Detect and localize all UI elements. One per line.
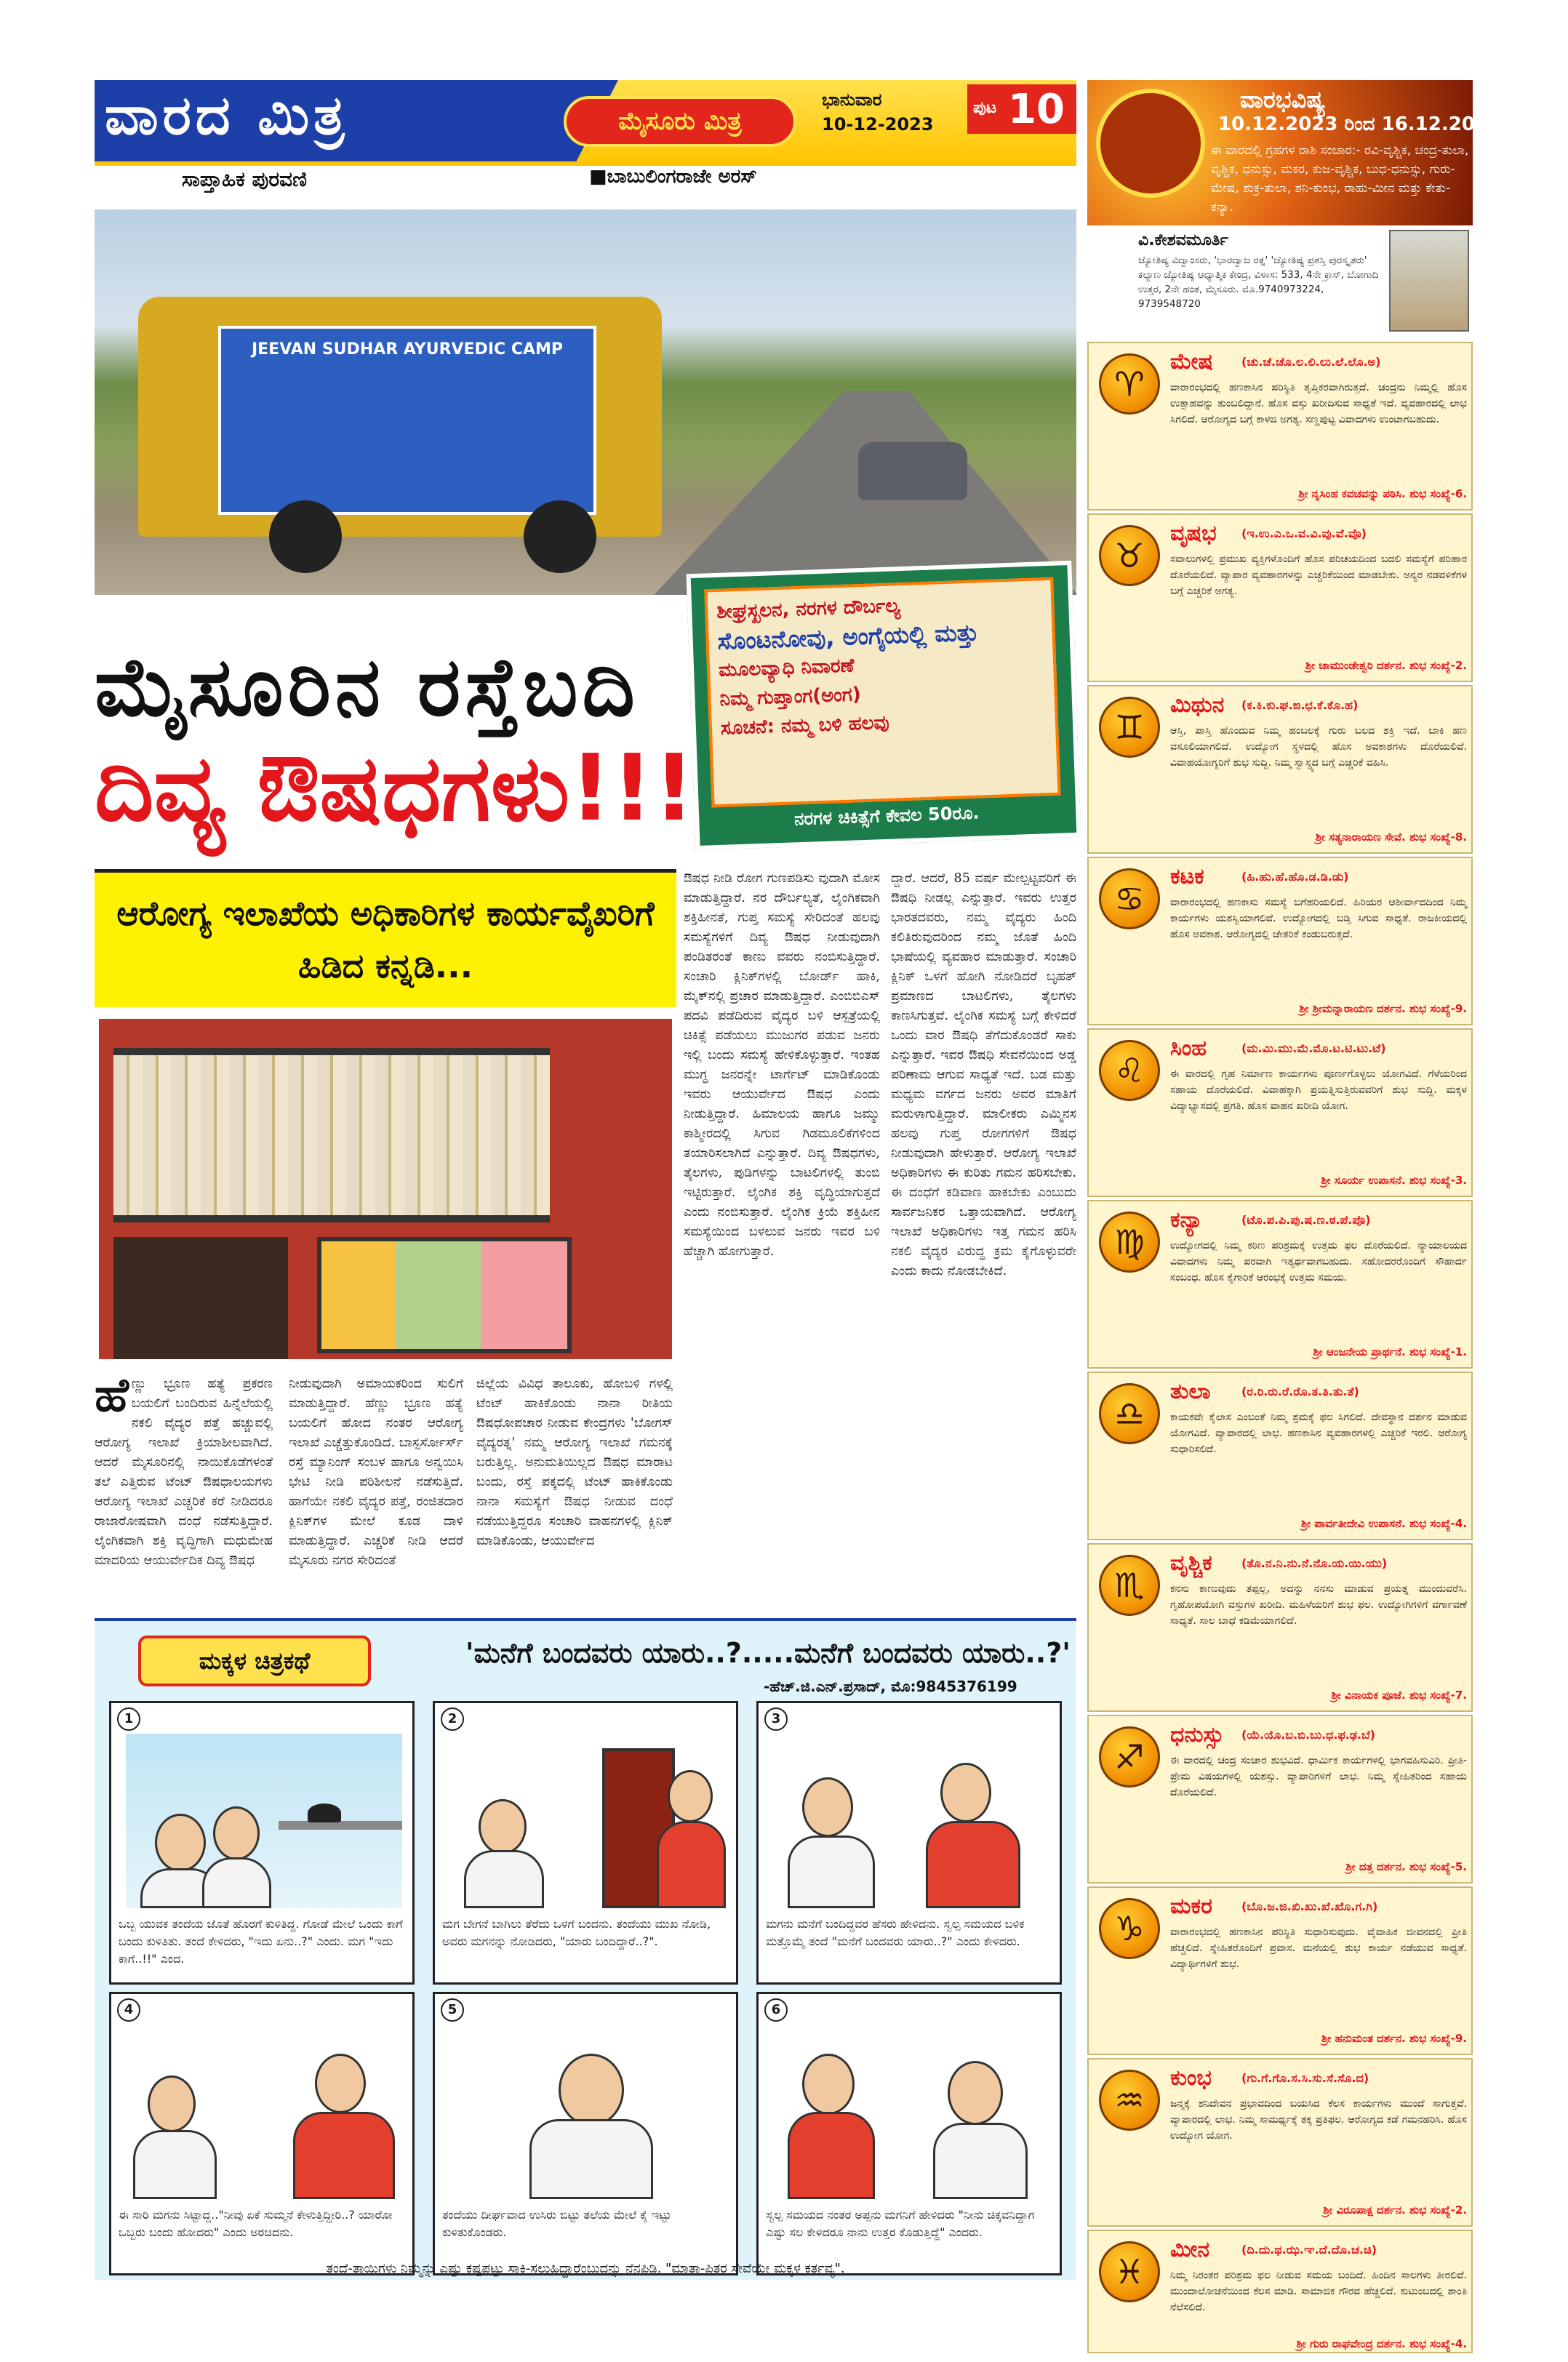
sign-prediction: ವಾರಾರಂಭದಲ್ಲಿ ಹಣಕಾಸಿನ ಪರಿಸ್ಥಿತಿ ತೃಪ್ತಿಕರವಾಗಿರುತ್ತದೆ. ಚಂದ್ರನು ನಿಮ್ಮಲ್ಲಿ ಹೊಸ ಉತ್ಸಾಹವನ್ನು ತುಂಬಲಿದ್ದಾನೆ. ಹೊಸ ವಸ್ತು ಖರೀದಿಸುವ ಸಾಧ್ಯತೆ ಇದೆ. ವ್ಯವಹಾರದಲ್ಲಿ ಲಾಭ ಸಿಗಲಿದೆ. ಆರೋಗ್ಯದ ಬಗ್ಗೆ ಕಾಳಜಿ ಅಗತ್ಯ. ಸಣ್ಣಪುಟ್ಟ ವಿವಾದಗಳು ಉಂಟಾಗಬಹುದು. xyxy=(1170,382,1467,425)
subheadline: ಆರೋಗ್ಯ ಇಲಾಖೆಯ ಅಧಿಕಾರಿಗಳ ಕಾರ್ಯವೈಖರಿಗೆ ಹಿಡಿದ ಕನ್ನಡಿ... xyxy=(95,869,676,1007)
edition-badge: ಮೈಸೂರು ಮಿತ್ರ xyxy=(564,96,796,147)
father-head xyxy=(948,2061,1003,2125)
sign-remedy: ಶ್ರೀ ಸೂರ್ಯ ಉಪಾಸನೆ. ಶುಭ ಸಂಖ್ಯೆ-3. xyxy=(1321,1174,1467,1187)
planet-transits: ಈ ವಾರದಲ್ಲಿ ಗ್ರಹಗಳ ರಾಶಿ ಸಂಚಾರ:- ರವಿ-ವೃಶ್ಚಿಕ, ಚಂದ್ರ-ತುಲಾ, ವೃಶ್ಚಿಕ, ಧನುಸ್ಸು, ಮಕರ, ಕುಜ-ವೃಶ್ಚಿಕ, ಬುಧ-ಧನುಸ್ಸು, ಗುರು-ಮೇಷ, ಶುಕ್ರ-ತುಲಾ, ಶನಿ-ಕುಂಭ, ರಾಹು-ಮೀನ ಮತ್ತು ಕೇತು-ಕನ್ಯಾ. xyxy=(1211,143,1469,215)
capricorn-icon: ♑ xyxy=(1099,1898,1160,1959)
sign-name: ಮಿಥುನ xyxy=(1170,692,1225,718)
zodiac-entry-libra xyxy=(1087,1372,1473,1540)
page-number: 10 xyxy=(1008,86,1065,133)
signboard-photo xyxy=(687,561,1081,850)
signboard-line: ಮೂಲವ್ಯಾಧಿ ನಿವಾರಣೆ xyxy=(718,654,855,681)
zodiac-entry-scorpio xyxy=(1087,1543,1473,1712)
son-body xyxy=(657,1821,726,1908)
sign-name: ಕುಂಭ xyxy=(1170,2065,1212,2091)
sign-name: ವೃಶ್ಚಿಕ xyxy=(1170,1550,1212,1576)
masthead xyxy=(95,80,1076,204)
article-column-3: ಜಿಲ್ಲೆಯ ವಿವಿಧ ತಾಲೂಕು, ಹೋಬಳಿ ಗಳಲ್ಲಿ ಟೆಂಟ್ ಹಾಕಿಕೊಂಡು ನಾನಾ ರೀತಿಯ ಔಷಧೋಪಚಾರ ನೀಡುವ ಕೇಂದ್ರಗಳು 'ಬೋಗಸ್ ವೈದ್ಯರತ್ನ' ನಮ್ಮ ಆರೋಗ್ಯ ಇಲಾಖೆ ಗಮನಕ್ಕೆ ಬರುತ್ತಿಲ್ಲ. ಅನುಮತಿಯಿಲ್ಲದ ಔಷಧ ಮಾರಾಟ ಬಂದು, ರಸ್ತೆ ಪಕ್ಕದಲ್ಲಿ ಟೆಂಟ್ ಹಾಕಿಕೊಂಡು ನಾನಾ ಸಮಸ್ಯೆಗೆ ಔಷಧ ನೀಡುವ ದಂಧೆ ನಡೆಯುತ್ತಿದ್ದರೂ ಸಂಚಾರಿ ವಾಹನಗಳಲ್ಲಿ ಕ್ಲಿನಿಕ್ ಮಾಡಿಕೊಂಡು, ಆಯುರ್ವೇದ xyxy=(476,1377,673,1548)
sign-prediction: ಉದ್ಯೋಗದಲ್ಲಿ ನಿಮ್ಮ ಕಠಿಣ ಪರಿಶ್ರಮಕ್ಕೆ ಉತ್ತಮ ಫಲ ದೊರೆಯಲಿದೆ. ನ್ಯಾಯಾಲಯದ ವಿವಾದಗಳು ನಿಮ್ಮ ಪರವಾಗಿ ಇತ್ಯರ್ಥವಾಗಬಹುದು. ಸಹೋದರರೊಂದಿಗೆ ಸೌಹಾರ್ದ ಸಂಬಂಧ. ಹೊಸ ಕೈಗಾರಿಕೆ ಆರಂಭಕ್ಕೆ ಉತ್ತಮ ಸಮಯ. xyxy=(1170,1240,1467,1284)
issue-day: ಭಾನುವಾರ xyxy=(822,89,882,110)
panel-caption: ಈ ಸಾರಿ ಮಗನು ಸಿಟ್ಟಾದ್ದ.."ನೀವು ಏಕೆ ಸುಮ್ಮನೆ ಕೇಳುತ್ತಿದ್ದೀರಿ..? ಯಾರೋ ಒಬ್ಬರು ಬಂದು ಹೋದರು" ಎಂದು ಅರಚಿದನು. xyxy=(119,2208,393,2239)
sign-name: ಸಿಂಹ xyxy=(1170,1036,1207,1061)
sign-letters: (ಗು.ಗೆ.ಗೊ.ಸ.ಸಿ.ಸು.ಸೆ.ಸೊ.ದ) xyxy=(1241,2071,1369,2085)
article-column-1 xyxy=(95,1374,273,1614)
panel-illustration xyxy=(126,1734,402,1908)
van-banner-title: JEEVAN SUDHAR AYURVEDIC CAMP xyxy=(251,340,564,359)
comic-moral: ತಂದೆ-ತಾಯಿಗಳು ನಿಮ್ಮನ್ನು ಎಷ್ಟು ಕಷ್ಟಪಟ್ಟು ಸಾಕಿ-ಸಲುಹಿದ್ದಾರೆಂಬುದನ್ನು ನೆನಪಿಡಿ. "ಮಾತಾ-ಪಿತರ ಸೇವೆಯೇ ಮಕ್ಕಳ ಕರ್ತವ್ಯ". xyxy=(326,2261,845,2276)
father-body xyxy=(464,1850,544,1908)
headline-line-1: ಮೈಸೂರಿನ ರಸ್ತೆಬದಿ xyxy=(95,640,639,734)
drop-cap: ಹೆ xyxy=(95,1374,129,1422)
son-body xyxy=(202,1857,271,1908)
page-number-tag xyxy=(967,84,1076,134)
son-body xyxy=(293,2112,395,2199)
crow-icon xyxy=(308,1803,341,1822)
comic-panel xyxy=(433,1701,738,1985)
sign-letters: (ಚು.ಚೆ.ಚೊ.ಲ.ಲಿ.ಲು.ಲೆ.ಲೊ.ಅ) xyxy=(1241,355,1381,369)
comic-section-badge: ಮಕ್ಕಳ ಚಿತ್ರಕಥೆ xyxy=(138,1636,371,1686)
sign-letters: (ಹಿ.ಹು.ಹೆ.ಹೊ.ಡ.ಡಿ.ಡು) xyxy=(1241,870,1349,884)
sign-remedy: ಶ್ರೀ ಆಂಜನೇಯ ಪ್ರಾರ್ಥನೆ. ಶುಭ ಸಂಖ್ಯೆ-1. xyxy=(1313,1345,1467,1358)
astrologer-card xyxy=(1087,227,1473,336)
comic-panel xyxy=(109,1701,415,1985)
panel-number: 4 xyxy=(117,1998,140,2022)
sign-remedy: ಶ್ರೀ ಶ್ರೀಮನ್ನಾರಾಯಣ ದರ್ಶನ. ಶುಭ ಸಂಖ್ಯೆ-9. xyxy=(1299,1002,1467,1015)
zodiac-entry-aries xyxy=(1087,342,1473,511)
sign-prediction: ಕಾಯಕವೇ ಕೈಲಾಸ ಎಂಬಂತೆ ನಿಮ್ಮ ಶ್ರಮಕ್ಕೆ ಫಲ ಸಿಗಲಿದೆ. ದೇವಸ್ಥಾನ ದರ್ಶನ ಮಾಡುವ ಯೋಗವಿದೆ. ವ್ಯಾಪಾರದಲ್ಲಿ ಲಾಭ. ಹಣಕಾಸಿನ ವ್ಯವಹಾರಗಳಲ್ಲಿ ಎಚ್ಚರಿಕೆ ಇರಲಿ. ಆರೋಗ್ಯ ಸುಧಾರಿಸಲಿದೆ. xyxy=(1170,1412,1467,1455)
car-shape xyxy=(858,442,967,500)
issue-date xyxy=(822,87,934,137)
zodiac-wheel-icon xyxy=(1096,89,1205,198)
deity-frames xyxy=(317,1237,572,1353)
supplement-label: ಸಾಪ್ತಾಹಿಕ ಪುರವಣಿ xyxy=(182,167,307,191)
kids-comic-section xyxy=(95,1618,1076,2280)
sign-prediction: ಈ ವಾರದಲ್ಲಿ ಚಂದ್ರ ಸಂಚಾರ ಶುಭವಿದೆ. ಧಾರ್ಮಿಕ ಕಾರ್ಯಗಳಲ್ಲಿ ಭಾಗವಹಿಸುವಿರಿ. ಪ್ರೀತಿ-ಪ್ರೇಮ ವಿಷಯಗಳಲ್ಲಿ ಯಶಸ್ಸು. ವ್ಯಾಪಾರಿಗಳಿಗೆ ಲಾಭ. ನಿಮ್ಮ ಸ್ನೇಹಿತರಿಂದ ಸಹಾಯ ದೊರೆಯಲಿದೆ. xyxy=(1170,1755,1467,1798)
van-wheel xyxy=(269,500,342,573)
panel-caption: ಒಬ್ಬ ಯುವಕ ತಂದೆಯ ಜೊತೆ ಹೊರಗೆ ಕುಳಿತಿದ್ದ. ಗೋಡೆ ಮೇಲೆ ಒಂದು ಕಾಗೆ ಬಂದು ಕುಳಿತಿತು. ತಂದೆ ಕೇಳಿದರು, "ಇದು ಏನು..?" ಎಂದು. ಮಗ "ಇದು ಕಾಗೆ..!!" ಎಂದ. xyxy=(119,1917,403,1966)
gemini-icon: ♊ xyxy=(1099,697,1160,758)
scorpio-icon: ♏ xyxy=(1099,1555,1160,1616)
father-body xyxy=(788,1835,875,1908)
cancer-icon: ♋ xyxy=(1099,868,1160,929)
sign-prediction: ಆಸ್ತಿ, ಪಾಸ್ತಿ ಹೊಂದುವ ನಿಮ್ಮ ಹಂಬಲಕ್ಕೆ ಗುರು ಬಲದ ಶಕ್ತಿ ಇದೆ. ಬಾಕಿ ಹಣ ವಸೂಲಿಯಾಗಲಿದೆ. ಉದ್ಯೋಗ ಸ್ಥಳದಲ್ಲಿ ಹೊಸ ಅವಕಾಶಗಳು ದೊರೆಯಲಿವೆ. ವಿವಾಹಯೋಗ್ಯರಿಗೆ ಶುಭ ಸುದ್ದಿ. ನಿಮ್ಮ ಸ್ವಾಸ್ಥ್ಯದ ಬಗ್ಗೆ ಎಚ್ಚರಿಕೆ ವಹಿಸಿ. xyxy=(1170,725,1467,769)
comic-panel xyxy=(433,1992,738,2275)
sign-prediction: ವಾರಾರಂಭದಲ್ಲಿ ಹಣಕಾಸು ಸಮಸ್ಯೆ ಬಗೆಹರಿಯಲಿದೆ. ಹಿರಿಯರ ಆಶೀರ್ವಾದದಿಂದ ನಿಮ್ಮ ಕಾರ್ಯಗಳು ಯಶಸ್ವಿಯಾಗಲಿವೆ. ಉದ್ಯೋಗದಲ್ಲಿ ಬಡ್ತಿ ಸಿಗುವ ಸಾಧ್ಯತೆ. ರಾಜಕೀಯದಲ್ಲಿ ಹೊಸ ಅವಕಾಶ. ಆರೋಗ್ಯದಲ್ಲಿ ಚೇತರಿಕೆ ಕಂಡುಬರುತ್ತದೆ. xyxy=(1170,897,1467,940)
publication-title: ವಾರದ ಮಿತ್ರ xyxy=(105,84,349,147)
father-head xyxy=(559,2054,624,2126)
panel-illustration xyxy=(449,1734,726,1908)
panel-caption: ಸ್ವಲ್ಪ ಸಮಯದ ನಂತರ ಅಪ್ಪನು ಮಗನಿಗೆ ಹೇಳಿದರು "ನೀನು ಚಿಕ್ಕವನಿದ್ದಾಗ ಎಷ್ಟು ಸಲ ಕೇಳಿದರೂ ನಾನು ಉತ್ತರ ಕೊಡುತ್ತಿದ್ದೆ" ಎಂದರು. xyxy=(766,2208,1035,2239)
sign-letters: (ಇ.ಉ.ಎ.ಒ.ವ.ವಿ.ವು.ವೆ.ವೊ) xyxy=(1241,527,1367,540)
wall-top xyxy=(279,1821,402,1830)
signboard-line: ಶೀಘ್ರಸ್ಖಲನ, ನರಗಳ ದೌರ್ಬಲ್ಯ xyxy=(716,595,901,623)
zodiac-entry-aquarius xyxy=(1087,2058,1473,2227)
headline-line-2: ದಿವ್ಯ ಔಷಧಗಳು!!! xyxy=(95,734,695,841)
zodiac-entry-virgo xyxy=(1087,1200,1473,1369)
sign-prediction: ಕನಸು ಕಾಣುವುದು ತಪ್ಪಲ್ಲ, ಅದನ್ನು ನನಸು ಮಾಡುವ ಪ್ರಯತ್ನ ಮುಂದುವರೆಸಿ. ಗೃಹೋಪಯೋಗಿ ವಸ್ತುಗಳ ಖರೀದಿ. ಮಹಿಳೆಯರಿಗೆ ಶುಭ ಫಲ. ಉದ್ಯೋಗಿಗಳಿಗೆ ವರ್ಗಾವಣೆ ಸಾಧ್ಯತೆ. ಸಾಲ ಬಾಧೆ ಕಡಿಮೆಯಾಗಲಿದೆ. xyxy=(1170,1583,1467,1627)
sign-prediction: ನಿಮ್ಮ ನಿರಂತರ ಪರಿಶ್ರಮ ಫಲ ನೀಡುವ ಸಮಯ ಬಂದಿದೆ. ಹಿಂದಿನ ಸಾಲಗಳು ತೀರಲಿವೆ. ಮುಂದಾಲೋಚನೆಯಿಂದ ಕೆಲಸ ಮಾಡಿ. ಸಾಮಾಜಿಕ ಗೌರವ ಹೆಚ್ಚಲಿದೆ. ಕುಟುಂಬದಲ್ಲಿ ಶಾಂತಿ ನೆಲೆಸಲಿದೆ. xyxy=(1170,2270,1467,2313)
zodiac-entry-cancer xyxy=(1087,857,1473,1025)
page-label: ಪುಟ xyxy=(973,99,997,117)
sign-name: ಮೀನ xyxy=(1170,2237,1209,2262)
panel-illustration xyxy=(773,1734,1049,1908)
son-head xyxy=(940,1763,991,1822)
sign-remedy: ಶ್ರೀ ಗುರು ರಾಘವೇಂದ್ರ ದರ್ಶನ. ಶುಭ ಸಂಖ್ಯೆ-4. xyxy=(1296,2337,1467,2350)
father-body xyxy=(133,2130,217,2199)
sign-letters: (ತೊ.ನ.ನಿ.ನು.ನೆ.ನೊ.ಯ.ಯಿ.ಯು) xyxy=(1241,1556,1388,1570)
panel-illustration xyxy=(449,2025,726,2199)
panel-number: 5 xyxy=(441,1998,464,2022)
sign-letters: (ಯೆ.ಯೊ.ಬ.ಬಿ.ಬು.ಧ.ಫ.ಢ.ಬೆ) xyxy=(1241,1728,1375,1742)
panel-number: 6 xyxy=(764,1998,788,2022)
signboard-line: ಸೂಚನೆ: ನಮ್ಮ ಬಳಿ ಹಲವು xyxy=(720,711,890,740)
sign-name: ತುಲಾ xyxy=(1170,1379,1211,1404)
son-head xyxy=(802,2054,855,2115)
astrologer-portrait xyxy=(1389,230,1469,332)
author-byline: ■ಬಾಬುಲಿಂಗರಾಜೇ ಅರಸ್ xyxy=(589,166,757,188)
medicine-shop-photo xyxy=(95,1014,676,1364)
article-text: ಣ್ಣು ಭ್ರೂಣ ಹತ್ಯೆ ಪ್ರಕರಣ ಬಯಲಿಗೆ ಬಂದಿರುವ ಹಿನ್ನೆಲೆಯಲ್ಲಿ ನಕಲಿ ವೈದ್ಯರ ಪತ್ತೆ ಹಚ್ಚುವಲ್ಲಿ ಆರೋಗ್ಯ ಇಲಾಖೆ ಕ್ರಿಯಾಶೀಲವಾಗಿದೆ. ಆದರೆ ಮೈಸೂರಿನಲ್ಲಿ ನಾಯಿಕೊಡೆಗಳಂತೆ ತಲೆ ಎತ್ತಿರುವ ಟೆಂಟ್ ಔಷಧಾಲಯಗಳು ಆರೋಗ್ಯ ಇಲಾಖೆ ಎಚ್ಚರಿಕೆ ಕರೆ ನೀಡಿದರೂ ರಾಜಾರೋಷವಾಗಿ ದಂಧೆ ನಡೆಸುತ್ತಿದ್ದಾರೆ. ಲೈಂಗಿಕವಾಗಿ ಶಕ್ತಿ ವೃದ್ಧಿಗಾಗಿ ಮಧುಮೇಹ ಮಾದರಿಯ ಆಯುರ್ವೇದಿಕ ದಿವ್ಯ ಔಷಧ xyxy=(95,1377,273,1568)
sign-prediction: ಸವಾಲುಗಳಲ್ಲಿ ಪ್ರಮುಖ ವ್ಯಕ್ತಿಗಳೊಂದಿಗೆ ಹೊಸ ಪರಿಚಯದಿಂದ ಬದಲಿ ಸಮಸ್ಯೆಗೆ ಪರಿಹಾರ ದೊರೆಯಲಿದೆ. ವ್ಯಾಪಾರ ವ್ಯವಹಾರಗಳನ್ನು ಎಚ್ಚರಿಕೆಯಿಂದ ಮಾಡಬೇಕು. ಅನ್ಯರ ನಡವಳಿಕೆಗಳ ಬಗ್ಗೆ ಎಚ್ಚರಿಕೆ ಅಗತ್ಯ. xyxy=(1170,553,1467,597)
comic-credit: -ಹೆಚ್.ಜಿ.ಎನ್.ಪ್ರಸಾದ್, ಮೊ:9845376199 xyxy=(764,1678,1017,1695)
issue-date-value: 10-12-2023 xyxy=(822,114,934,135)
sign-remedy: ಶ್ರೀ ದತ್ತ ದರ್ಶನ. ಶುಭ ಸಂಖ್ಯೆ-5. xyxy=(1345,1860,1467,1873)
pisces-icon: ♓ xyxy=(1099,2241,1160,2302)
astrologer-name: ವಿ.ಕೇಶವಮೂರ್ತಿ xyxy=(1138,231,1228,249)
article-column-5: ದ್ದಾರೆ. ಆದರೆ, 85 ವರ್ಷ ಮೇಲ್ಪಟ್ಟವರಿಗೆ ಈ ಔಷಧಿ ನೀಡಲ್ಲ ಎನ್ನುತ್ತಾರೆ. ಇವರು ಉತ್ತರ ಭಾರತದವರು, ನಮ್ಮ ವೈದ್ಯರು ಹಿಂದಿ ಕಲಿತಿರುವುದರಿಂದ ನಮ್ಮ ಜೊತೆ ಹಿಂದಿ ಭಾಷೆಯಲ್ಲಿ ವ್ಯವಹಾರ ಮಾಡುತ್ತಾರೆ. ಸಂಚಾರಿ ಕ್ಲಿನಿಕ್ ಒಳಗೆ ಹೋಗಿ ನೋಡಿದರೆ ಬೃಹತ್ ಪ್ರಮಾಣದ ಬಾಟಲಿಗಳು, ತೈಲಗಳು ಕಾಣಸಿಗುತ್ತವೆ. ಲೈಂಗಿಕ ಸಮಸ್ಯೆ ಬಗ್ಗೆ ಕೇಳಿದರೆ ಒಂದು ವಾರ ಔಷಧಿ ತೆಗೆದುಕೊಂಡರೆ ಸಾಕು ಎನ್ನುತ್ತಾರೆ. ಇವರ ಔಷಧಿ ಸೇವನೆಯಿಂದ ಅಡ್ಡ ಪರಿಣಾಮ ಆಗುವ ಸಾಧ್ಯತೆ ಇದೆ. ಬಡ ಮತ್ತು ಮಧ್ಯಮ ವರ್ಗದ ಜನರು ಅವರ ಮಾತಿಗೆ ಮರುಳಾಗುತ್ತಿದ್ದಾರೆ. ಮಾಲೀಕರು ಎಮ್ಮಿನಸ ಹಲವು ಗುಪ್ತ ರೋಗಗಳಿಗೆ ಔಷಧ ನೀಡುವುದಾಗಿ ಹೇಳುತ್ತಾರೆ. ಆರೋಗ್ಯ ಇಲಾಖೆ ಅಧಿಕಾರಿಗಳು ಈ ಕುರಿತು ಗಮನ ಹರಿಸಬೇಕು. ಈ ದಂಧೆಗೆ ಕಡಿವಾಣ ಹಾಕಬೇಕು ಎಂಬುದು ಸಾರ್ವಜನಿಕರ ಒತ್ತಾಯವಾಗಿದೆ. ಆರೋಗ್ಯ ಇಲಾಖೆ ಅಧಿಕಾರಿಗಳು ಇತ್ತ ಗಮನ ಹರಿಸಿ ನಕಲಿ ವೈದ್ಯರ ವಿರುದ್ಧ ಕ್ರಮ ಕೈಗೊಳ್ಳುವರೇ ಎಂದು ಕಾದು ನೋಡಬೇಕಿದೆ. xyxy=(891,871,1076,1278)
panel-caption: ತಂದೆಯು ದೀರ್ಘವಾದ ಉಸಿರು ಬಿಟ್ಟು ತಲೆಯ ಮೇಲೆ ಕೈ ಇಟ್ಟು ಕುಳಿತುಕೊಂಡರು. xyxy=(442,2208,671,2239)
comic-panel xyxy=(109,1992,415,2275)
bottle-shelves xyxy=(113,1048,550,1222)
signboard-line: ನಿಮ್ಮ ಗುಪ್ತಾಂಗ(ಅಂಗ) xyxy=(719,684,862,710)
article-column-2: ನೀಡುವುದಾಗಿ ಅಮಾಯಕರಿಂದ ಸುಲಿಗೆ ಮಾಡುತ್ತಿದ್ದಾರೆ. ಹೆಣ್ಣು ಭ್ರೂಣ ಹತ್ಯೆ ಬಯಲಿಗೆ ಹೋದ ನಂತರ ಆರೋಗ್ಯ ಇಲಾಖೆ ಎಚ್ಚೆತ್ತುಕೊಂಡಿದೆ. ಬಾಸ್ಪರ್ಸೋರ್ಸ್ ರಸ್ತೆ ಮ್ಯಾನಿಂಗ್ ಸಂಬಳ ಹಾಗೂ ಅನ್ವಯಿಸಿ ಭೇಟಿ ನೀಡಿ ಪರಿಶೀಲನೆ ನಡೆಸುತ್ತಿದೆ. ಹಾಗೆಯೇ ನಕಲಿ ವೈದ್ಯರ ಪತ್ತೆ, ರಂಜಿತದಾರ ಕ್ಲಿನಿಕ್‌ಗಳ ಮೇಲೆ ಕೂಡ ದಾಳಿ ಮಾಡುತ್ತಿದ್ದಾರೆ. ಎಚ್ಚರಿಕೆ ನೀಡಿ ಆದರೆ ಮೈಸೂರು ನಗರ ಸೇರಿದಂತೆ xyxy=(289,1377,463,1568)
panel-caption: ಮಗ ಬೇಗನೆ ಬಾಗಿಲು ತೆರೆದು ಒಳಗೆ ಬಂದನು. ತಂದೆಯು ಮುಖ ನೋಡಿ, ಅವರು ಮಗನನ್ನು ನೋಡಿದರು, "ಯಾರು ಬಂದಿದ್ದಾರೆ..?". xyxy=(442,1917,711,1948)
father-head xyxy=(148,2075,196,2132)
comic-title: 'ಮನೆಗೆ ಬಂದವರು ಯಾರು..?.....ಮನೆಗೆ ಬಂದವರು ಯಾರು..?' xyxy=(465,1637,1071,1669)
sign-prediction: ವಾರಾರಂಭದಲ್ಲಿ ಹಣಕಾಸಿನ ಪರಿಸ್ಥಿತಿ ಸುಧಾರಿಸುವುದು. ವೈವಾಹಿಕ ಜೀವನದಲ್ಲಿ ಪ್ರೀತಿ ಹೆಚ್ಚಲಿದೆ. ಸ್ನೇಹಿತರೊಂದಿಗೆ ಪ್ರವಾಸ. ಮನೆಯಲ್ಲಿ ಶುಭ ಕಾರ್ಯ ನಡೆಯುವ ಸಾಧ್ಯತೆ. ವಿದ್ಯಾರ್ಥಿಗಳಿಗೆ ಶುಭ. xyxy=(1170,1926,1467,1970)
zodiac-entry-taurus xyxy=(1087,513,1473,682)
sign-name: ಮಕರ xyxy=(1170,1894,1212,1919)
sign-name: ಕಟಕ xyxy=(1170,864,1204,889)
lower-cabinet xyxy=(113,1237,288,1361)
panel-number: 2 xyxy=(441,1708,464,1731)
zodiac-entry-capricorn xyxy=(1087,1886,1473,2055)
sign-letters: (ಮ.ಮಿ.ಮು.ಮೆ.ಮೊ.ಟ.ಟಿ.ಟು.ಟೆ) xyxy=(1241,1041,1386,1055)
horoscope-title: ವಾರಭವಿಷ್ಯ xyxy=(1240,86,1326,113)
sign-remedy: ಶ್ರೀ ಚಾಮುಂಡೇಶ್ವರಿ ದರ್ಶನ. ಶುಭ ಸಂಖ್ಯೆ-2. xyxy=(1305,659,1467,672)
sign-name: ವೃಷಭ xyxy=(1170,521,1217,546)
sign-name: ಮೇಷ xyxy=(1170,349,1213,375)
panel-number: 1 xyxy=(117,1708,140,1731)
aquarius-icon: ♒ xyxy=(1099,2070,1160,2131)
sign-letters: (ಟೊ.ಪ.ಪಿ.ಪು.ಷ.ಣ.ಠ.ಪೆ.ಪೊ) xyxy=(1241,1213,1371,1227)
zodiac-entry-leo xyxy=(1087,1028,1473,1197)
panel-illustration xyxy=(126,2025,402,2199)
sagittarius-icon: ♐ xyxy=(1099,1726,1160,1787)
aries-icon: ♈ xyxy=(1099,353,1160,415)
sign-letters: (ಕ.ಕಿ.ಕು.ಘ.ಙ.ಛ.ಕೆ.ಕೊ.ಹ) xyxy=(1241,698,1359,712)
virgo-icon: ♍ xyxy=(1099,1212,1160,1273)
signboard-line: ಸೊಂಟನೋವು, ಅಂಗೈಯಲ್ಲಿ ಮತ್ತು xyxy=(717,618,980,655)
roadside-van-photo xyxy=(95,209,1076,595)
father-head xyxy=(479,1799,527,1854)
van-wheel xyxy=(524,500,596,573)
signboard-footer: ನರಗಳ ಚಿಕಿತ್ಸೆಗೆ ಕೇವಲ 50ರೂ. xyxy=(793,802,980,830)
zodiac-entry-gemini xyxy=(1087,685,1473,854)
panel-number: 3 xyxy=(764,1708,788,1731)
son-head xyxy=(668,1770,713,1822)
horoscope-date-range: 10.12.2023 ರಿಂದ 16.12.2023 xyxy=(1218,113,1502,135)
father-head xyxy=(155,1814,206,1872)
sign-remedy: ಶ್ರೀ ಹನುಮಂತ ದರ್ಶನ. ಶುಭ ಸಂಖ್ಯೆ-9. xyxy=(1321,2032,1467,2045)
taurus-icon: ♉ xyxy=(1099,525,1160,586)
son-head xyxy=(213,1806,260,1860)
zodiac-entry-sagittarius xyxy=(1087,1715,1473,1883)
article-column-4: ಔಷಧ ನೀಡಿ ರೋಗ ಗುಣಪಡಿಸು ವುದಾಗಿ ಮೋಸ ಮಾಡುತ್ತಿದ್ದಾರೆ. ನರ ದೌರ್ಬಲ್ಯತೆ, ಲೈಂಗಿಕವಾಗಿ ಶಕ್ತಿಹೀನತೆ, ಗುಪ್ತ ಸಮಸ್ಯೆ ಸೇರಿದಂತೆ ಹಲವು ಸಮಸ್ಯೆಗಳಿಗೆ ದಿವ್ಯ ಔಷಧ ನೀಡುವುದಾಗಿ ಪಂಡಿತರಂತೆ ಕಾಣು ವವರು ನಂಬಿಸುತ್ತಿದ್ದಾರೆ. ಸಂಚಾರಿ ಕ್ಲಿನಿಕ್‌ಗಳಲ್ಲಿ ಬೋರ್ಡ್ ಹಾಕಿ, ಮೈಕ್‌ನಲ್ಲಿ ಪ್ರಚಾರ ಮಾಡುತ್ತಿದ್ದಾರೆ. ಎಂಬಿಬಿಎಸ್ ಪದವಿ ಪಡೆದಿರುವ ವೈದ್ಯರ ಬಳಿ ಆಸ್ಪತ್ರೆಯಲ್ಲಿ ಚಿಕಿತ್ಸೆ ಪಡೆಯಲು ಮುಜುಗರ ಪಡುವ ಜನರು ಇಲ್ಲಿ ಬಂದು ಸಮಸ್ಯೆ ಹೇಳಿಕೊಳ್ಳುತ್ತಾರೆ. ಇಂತಹ ಮುಗ್ಧ ಜನರನ್ನೇ ಟಾರ್ಗೆಟ್ ಮಾಡಿಕೊಂಡು ಇವರು ಆಯುರ್ವೇದ ಔಷಧ ಎಂದು ನೀಡುತ್ತಿದ್ದಾರೆ. ಹಿಮಾಲಯ ಹಾಗೂ ಜಮ್ಮು ಕಾಶ್ಮೀರದಲ್ಲಿ ಸಿಗುವ ಗಿಡಮೂಲಿಕೆಗಳಿಂದ ತಯಾರಿಸಲಾಗಿದೆ ಎನ್ನುತ್ತಾರೆ. ದಿವ್ಯ ಔಷಧಗಳು, ತೈಲಗಳು, ಪುಡಿಗಳನ್ನು ಬಾಟಲಿಗಳಲ್ಲಿ ತುಂಬಿ ಇಟ್ಟಿರುತ್ತಾರೆ. ಲೈಂಗಿಕ ಶಕ್ತಿ ವೃದ್ಧಿಯಾಗುತ್ತದೆ ಎಂದು ನಂಬಿಸುತ್ತಾರೆ. ಲೈಂಗಿಕ ಕ್ರಿಯೆ ಶಕ್ತಿಹೀನ ಸಮಸ್ಯೆಯಿಂದ ಬಳಲುವ ಜನರು ಇವರ ಬಳಿ ಹೆಚ್ಚಾಗಿ ಹೋಗುತ್ತಾರೆ. xyxy=(684,871,880,1259)
sign-remedy: ಶ್ರೀ ವಿರೂಪಾಕ್ಷ ದರ್ಶನ. ಶುಭ ಸಂಖ್ಯೆ-2. xyxy=(1323,2203,1467,2217)
father-body xyxy=(529,2119,653,2199)
signboard-text xyxy=(704,577,1060,808)
father-body xyxy=(933,2123,1028,2199)
libra-icon: ♎ xyxy=(1099,1383,1160,1444)
leo-icon: ♌ xyxy=(1099,1040,1160,1101)
sign-remedy: ಶ್ರೀ ನೃಸಿಂಹ ಕವಚವನ್ನು ಪಠಿಸಿ. ಶುಭ ಸಂಖ್ಯೆ-6. xyxy=(1298,487,1467,500)
astrologer-details: ಜ್ಯೋತಿಷ್ಯ ವಿದ್ವಾಂಸರು, 'ಭಾರದ್ವಾಜ ರತ್ನ' 'ಜ್ಯೋತಿಷ್ಯ ಪ್ರಶಸ್ತಿ ಪುರಸ್ಕೃತರು' ಕಲ್ಯಾಣ ಜ್ಯೋತಿಷ್ಯ ಆಧ್ಯಾತ್ಮಿಕ ಕೇಂದ್ರ, ವಿಳಾಸ: 533, 4ನೇ ಕ್ರಾಸ್, ಬೋಗಾದಿ ಉತ್ತರ, 2ನೇ ಹಂತ, ಮೈಸೂರು. ಮೊ.9740973224, 9739548720 xyxy=(1138,255,1379,310)
zodiac-entry-pisces xyxy=(1087,2230,1473,2353)
sign-prediction: ಜನ್ಮಕ್ಕೆ ಶನಿದೇವನ ಪ್ರಭಾವದಿಂದ ಬಯಸಿದ ಕೆಲಸ ಕಾರ್ಯಗಳು ಮುಂದೆ ಸಾಗುತ್ತವೆ. ವ್ಯಾಪಾರದಲ್ಲಿ ಲಾಭ. ನಿಮ್ಮ ಸಾಮರ್ಥ್ಯಕ್ಕೆ ತಕ್ಕ ಪ್ರತಿಫಲ. ಆರೋಗ್ಯದ ಕಡೆ ಗಮನಹರಿಸಿ. ಹೊಸ ಉದ್ಯೋಗ ಯೋಗ. xyxy=(1170,2098,1467,2142)
sign-letters: (ರ.ರಿ.ರು.ರೆ.ರೊ.ತ.ತಿ.ತು.ತೆ) xyxy=(1241,1385,1359,1398)
sign-remedy: ಶ್ರೀ ವಿನಾಯಕ ಪೂಜೆ. ಶುಭ ಸಂಖ್ಯೆ-7. xyxy=(1331,1689,1467,1702)
comic-panel xyxy=(756,1701,1062,1985)
father-head xyxy=(802,1777,853,1837)
sign-prediction: ಈ ವಾರದಲ್ಲಿ ಗೃಹ ನಿರ್ಮಾಣ ಕಾರ್ಯಗಳು ಪೂರ್ಣಗೊಳ್ಳಲು ಯೋಗವಿದೆ. ಗೆಳೆಯರಿಂದ ಸಹಾಯ ದೊರೆಯಲಿದೆ. ವಿವಾಹಕ್ಕಾಗಿ ಪ್ರಯತ್ನಿಸುತ್ತಿರುವವರಿಗೆ ಶುಭ ಸುದ್ದಿ. ಮಕ್ಕಳ ವಿದ್ಯಾಭ್ಯಾಸದಲ್ಲಿ ಪ್ರಗತಿ. ಹೊಸ ವಾಹನ ಖರೀದಿ ಯೋಗ. xyxy=(1170,1068,1467,1112)
sign-letters: (ಬೊ.ಜ.ಜಿ.ಖಿ.ಖು.ಖೆ.ಖೊ.ಗ.ಗಿ) xyxy=(1241,1899,1378,1913)
horoscope-header xyxy=(1087,80,1502,225)
panel-caption: ಮಗನು ಮನೆಗೆ ಬಂದಿದ್ದವರ ಹೆಸರು ಹೇಳಿದನು. ಸ್ವಲ್ಪ ಸಮಯದ ಬಳಿಕ ಮತ್ತೊಮ್ಮೆ ತಂದೆ "ಮನೆಗೆ ಬಂದವರು ಯಾರು..?" ಎಂದು ಕೇಳಿದರು. xyxy=(766,1917,1025,1948)
son-head xyxy=(315,2054,366,2113)
panel-illustration xyxy=(773,2025,1049,2199)
sign-name: ಕನ್ಯಾ xyxy=(1170,1207,1203,1233)
sign-name: ಧನುಸ್ಸು xyxy=(1170,1722,1224,1748)
sign-remedy: ಶ್ರೀ ಪಾರ್ವತೀದೇವಿ ಉಪಾಸನೆ. ಶುಭ ಸಂಖ್ಯೆ-4. xyxy=(1300,1517,1467,1530)
van-banner xyxy=(218,326,596,515)
son-body xyxy=(788,2112,875,2199)
son-body xyxy=(926,1821,1020,1908)
sign-letters: (ದಿ.ದು.ಥ.ಝ.ಞ.ದೆ.ದೊ.ಚ.ಚಿ) xyxy=(1241,2243,1377,2257)
sign-remedy: ಶ್ರೀ ಸತ್ಯನಾರಾಯಣ ಸೇವೆ. ಶುಭ ಸಂಖ್ಯೆ-8. xyxy=(1315,830,1467,844)
comic-panel xyxy=(756,1992,1062,2275)
